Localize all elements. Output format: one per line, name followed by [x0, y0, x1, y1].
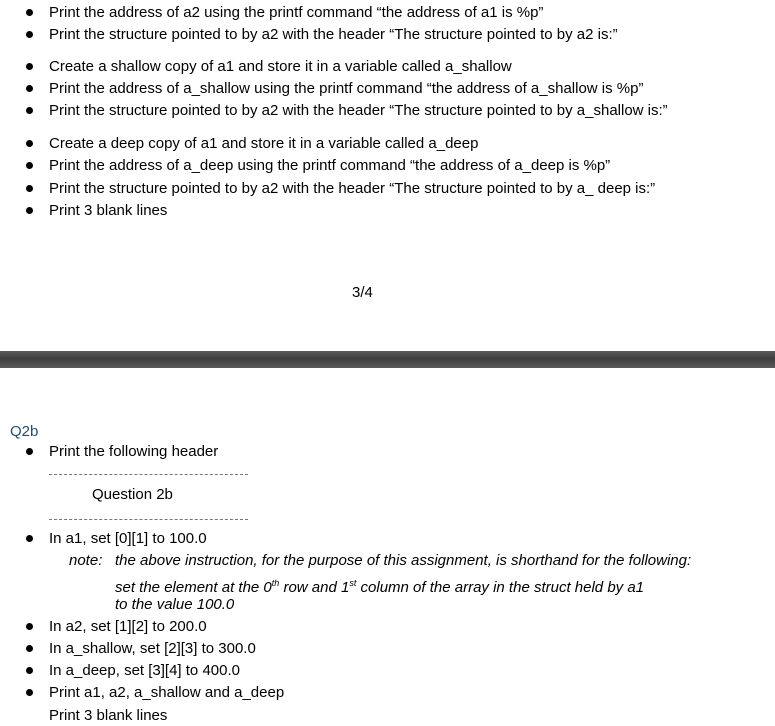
list-item-text: Print the structure pointed to by a2 with the header “The structure pointed to by a2 is:” [49, 26, 618, 43]
bullet-icon [26, 207, 33, 214]
note-line-3: to the value 100.0 [115, 596, 235, 613]
list-item-text: Print the address of a_shallow using the printf command “the address of a_shallow is %p” [49, 80, 644, 97]
bullet-icon [26, 623, 33, 630]
list-item-text: In a1, set [0][1] to 100.0 [49, 530, 207, 547]
note-line-2 [115, 573, 645, 596]
header-box-text: Question 2b [92, 486, 173, 503]
header-top-rule [49, 474, 248, 475]
bullet-icon [26, 31, 33, 38]
bullet-icon [26, 448, 33, 455]
note-line-2-part-2: row and 1 [279, 579, 350, 596]
bullet-icon [26, 667, 33, 674]
page-number: 3/4 [352, 284, 373, 301]
list-item-text: Print the structure pointed to by a2 with the header “The structure pointed to by a_ deep is:” [49, 180, 656, 197]
bullet-icon [26, 107, 33, 114]
list-item-text: Create a shallow copy of a1 and store it in a variable called a_shallow [49, 58, 512, 75]
bullet-icon [26, 535, 33, 542]
list-item-text: Print a1, a2, a_shallow and a_deep [49, 684, 285, 701]
bullet-icon [26, 63, 33, 70]
note-line-1: the above instruction, for the purpose of this assignment, is shorthand for the following: [115, 552, 692, 569]
document-page-3 [0, 0, 775, 350]
list-item-text: Print the address of a_deep using the printf command “the address of a_deep is %p” [49, 157, 611, 174]
cut-off-list-item [49, 706, 168, 724]
list-item-text: In a2, set [1][2] to 200.0 [49, 618, 207, 635]
note-superscript-th: th [271, 578, 280, 588]
page-separator [0, 351, 775, 368]
bullet-icon [26, 9, 33, 16]
list-item-text: In a_shallow, set [2][3] to 300.0 [49, 640, 256, 657]
list-item-text: In a_deep, set [3][4] to 400.0 [49, 662, 240, 679]
note-line-2-part-1: set the element at the 0 [115, 579, 272, 596]
note-line-2-part-3: column of the array in the struct held by a1 [356, 579, 645, 596]
list-item-text: Create a deep copy of a1 and store it in a variable called a_deep [49, 135, 479, 152]
bullet-icon [26, 689, 33, 696]
note-superscript-st: st [349, 578, 357, 588]
bullet-icon [26, 162, 33, 169]
cut-off-text: Print 3 blank lines [49, 707, 168, 724]
section-label: Q2b [10, 423, 39, 440]
header-bottom-rule [49, 519, 248, 520]
bullet-icon [26, 185, 33, 192]
bullet-icon [26, 645, 33, 652]
bullet-icon [26, 140, 33, 147]
list-item-text: Print 3 blank lines [49, 202, 168, 219]
list-item-text: Print the following header [49, 443, 219, 460]
list-item-text: Print the address of a2 using the printf command “the address of a1 is %p” [49, 4, 544, 21]
note-label: note: [69, 552, 103, 569]
bullet-icon [26, 85, 33, 92]
list-item-text: Print the structure pointed to by a2 with the header “The structure pointed to by a_shallow is:” [49, 102, 668, 119]
